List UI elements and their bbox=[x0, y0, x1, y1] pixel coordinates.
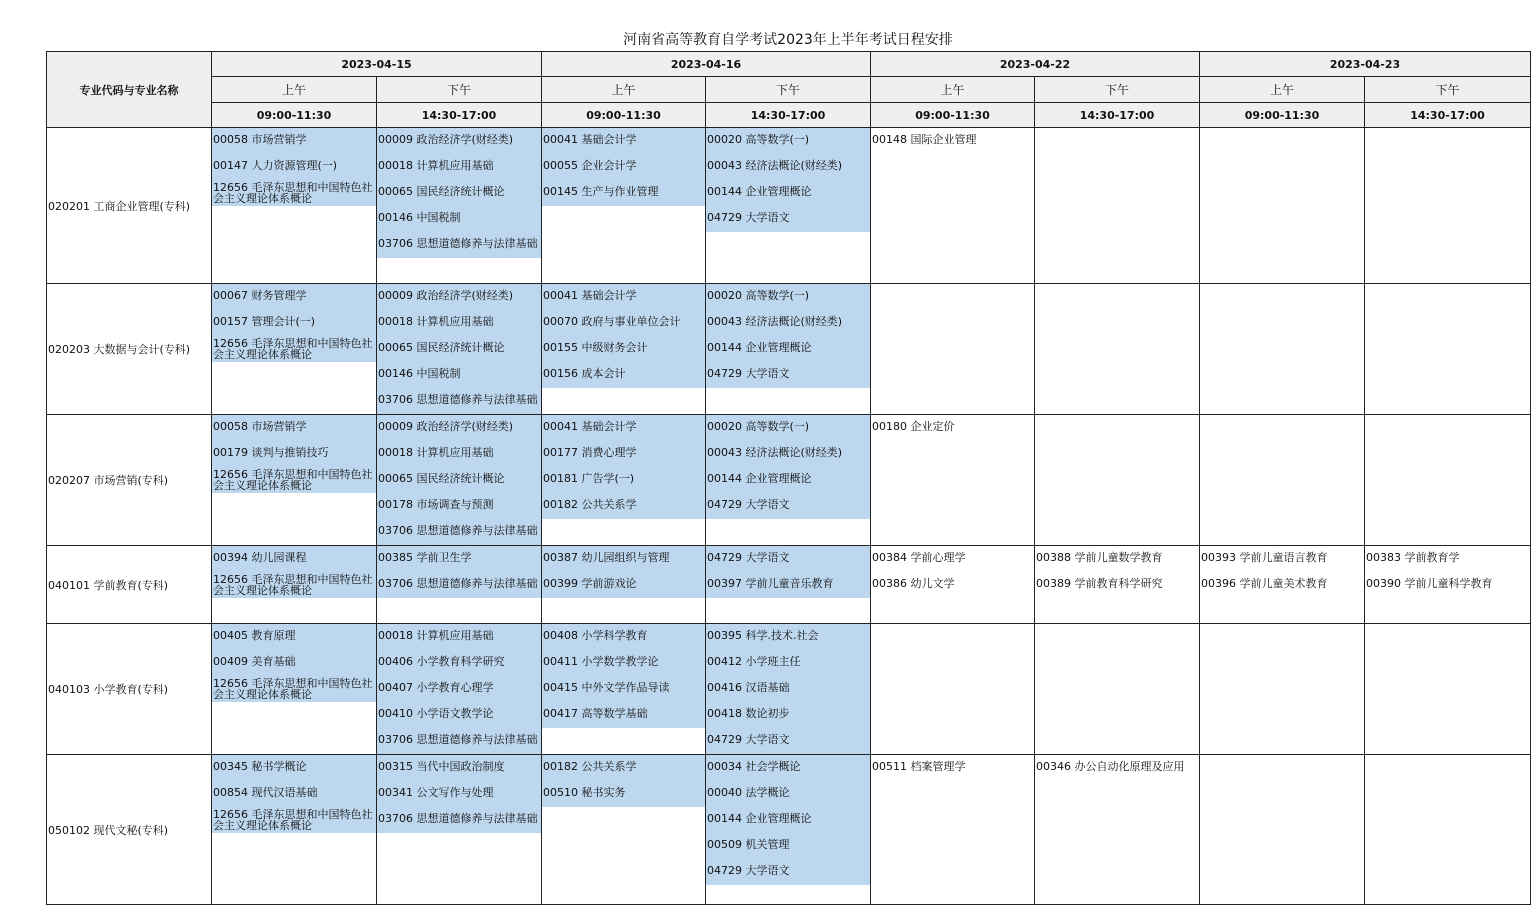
schedule-table bbox=[46, 51, 1531, 905]
course-item: 00065 国民经济统计概论 bbox=[377, 180, 541, 206]
course-item: 00180 企业定价 bbox=[872, 420, 955, 433]
schedule-cell bbox=[871, 755, 1035, 905]
course-item: 00406 小学教育科学研究 bbox=[377, 650, 541, 676]
major-name: 050102 现代文秘(专科) bbox=[47, 755, 212, 905]
major-name: 020203 大数据与会计(专科) bbox=[47, 284, 212, 415]
course-item: 00043 经济法概论(财经类) bbox=[706, 154, 870, 180]
course-item: 12656 毛泽东思想和中国特色社会主义理论体系概论 bbox=[212, 336, 376, 362]
course-item: 00146 中国税制 bbox=[377, 362, 541, 388]
course-item: 03706 思想道德修养与法律基础 bbox=[377, 519, 541, 545]
course-item: 04729 大学语文 bbox=[706, 362, 870, 388]
course-item: 00412 小学班主任 bbox=[706, 650, 870, 676]
course-item: 00384 学前心理学 bbox=[872, 551, 966, 564]
course-item: 00385 学前卫生学 bbox=[377, 546, 541, 572]
course-item: 00156 成本会计 bbox=[542, 362, 705, 388]
schedule-cell bbox=[377, 128, 542, 284]
schedule-cell bbox=[1365, 284, 1531, 415]
session-header: 下午 bbox=[1365, 77, 1531, 103]
course-item: 00388 学前儿童数学教育 bbox=[1036, 551, 1163, 564]
schedule-cell bbox=[542, 755, 706, 905]
schedule-cell bbox=[542, 128, 706, 284]
schedule-cell bbox=[212, 128, 377, 284]
schedule-cell bbox=[542, 624, 706, 755]
course-item: 00389 学前教育科学研究 bbox=[1036, 577, 1163, 590]
course-item: 00341 公文写作与处理 bbox=[377, 781, 541, 807]
schedule-cell bbox=[706, 128, 871, 284]
schedule-cell bbox=[1035, 546, 1200, 624]
schedule-cell bbox=[212, 546, 377, 624]
course-item: 03706 思想道德修养与法律基础 bbox=[377, 572, 541, 598]
schedule-cell bbox=[1035, 755, 1200, 905]
course-item: 00181 广告学(一) bbox=[542, 467, 705, 493]
course-item: 00041 基础会计学 bbox=[542, 415, 705, 441]
course-item: 00179 谈判与推销技巧 bbox=[212, 441, 376, 467]
course-item: 00397 学前儿童音乐教育 bbox=[706, 572, 870, 598]
course-item: 04729 大学语文 bbox=[706, 546, 870, 572]
course-item: 00395 科学.技术.社会 bbox=[706, 624, 870, 650]
course-item: 00408 小学科学教育 bbox=[542, 624, 705, 650]
course-item: 00399 学前游戏论 bbox=[542, 572, 705, 598]
course-item: 00145 生产与作业管理 bbox=[542, 180, 705, 206]
table-row bbox=[47, 284, 1531, 415]
course-item: 03706 思想道德修养与法律基础 bbox=[377, 388, 541, 414]
course-item: 00177 消费心理学 bbox=[542, 441, 705, 467]
course-item: 00410 小学语文教学论 bbox=[377, 702, 541, 728]
schedule-cell bbox=[1200, 415, 1365, 546]
schedule-cell bbox=[542, 415, 706, 546]
course-item: 00020 高等数学(一) bbox=[706, 284, 870, 310]
schedule-cell bbox=[542, 546, 706, 624]
course-item: 00146 中国税制 bbox=[377, 206, 541, 232]
course-item: 00157 管理会计(一) bbox=[212, 310, 376, 336]
course-item: 12656 毛泽东思想和中国特色社会主义理论体系概论 bbox=[212, 676, 376, 702]
course-item: 00315 当代中国政治制度 bbox=[377, 755, 541, 781]
course-item: 00393 学前儿童语言教育 bbox=[1201, 551, 1328, 564]
course-item: 00416 汉语基础 bbox=[706, 676, 870, 702]
course-item: 00067 财务管理学 bbox=[212, 284, 376, 310]
time-header: 14:30-17:00 bbox=[706, 103, 871, 128]
session-header: 下午 bbox=[1035, 77, 1200, 103]
schedule-cell bbox=[377, 624, 542, 755]
course-item: 00009 政治经济学(财经类) bbox=[377, 284, 541, 310]
course-item: 12656 毛泽东思想和中国特色社会主义理论体系概论 bbox=[212, 467, 376, 493]
course-item: 00417 高等数学基础 bbox=[542, 702, 705, 728]
time-header: 14:30-17:00 bbox=[1365, 103, 1531, 128]
schedule-cell bbox=[1200, 755, 1365, 905]
course-item: 00018 计算机应用基础 bbox=[377, 154, 541, 180]
course-item: 00407 小学教育心理学 bbox=[377, 676, 541, 702]
course-item: 00396 学前儿童美术教育 bbox=[1201, 577, 1328, 590]
course-item: 00058 市场营销学 bbox=[212, 128, 376, 154]
session-header: 上午 bbox=[542, 77, 706, 103]
session-header: 上午 bbox=[871, 77, 1035, 103]
schedule-cell bbox=[377, 755, 542, 905]
course-item: 00018 计算机应用基础 bbox=[377, 624, 541, 650]
schedule-cell bbox=[706, 415, 871, 546]
schedule-cell bbox=[377, 284, 542, 415]
course-item: 00415 中外文学作品导读 bbox=[542, 676, 705, 702]
page-title: 河南省高等教育自学考试2023年上半年考试日程安排 bbox=[623, 32, 953, 48]
schedule-cell bbox=[706, 755, 871, 905]
table-row bbox=[47, 624, 1531, 755]
schedule-cell bbox=[871, 415, 1035, 546]
course-item: 00409 美育基础 bbox=[212, 650, 376, 676]
course-item: 00144 企业管理概论 bbox=[706, 467, 870, 493]
course-item: 12656 毛泽东思想和中国特色社会主义理论体系概论 bbox=[212, 180, 376, 206]
course-item: 00383 学前教育学 bbox=[1366, 551, 1460, 564]
schedule-cell bbox=[377, 546, 542, 624]
table-row bbox=[47, 546, 1531, 624]
schedule-cell bbox=[377, 415, 542, 546]
course-item: 00386 幼儿文学 bbox=[872, 577, 955, 590]
course-item: 00043 经济法概论(财经类) bbox=[706, 310, 870, 336]
schedule-cell bbox=[212, 624, 377, 755]
table-header bbox=[47, 52, 1531, 128]
course-item: 00020 高等数学(一) bbox=[706, 415, 870, 441]
date-header: 2023-04-15 bbox=[212, 52, 542, 77]
course-item: 00041 基础会计学 bbox=[542, 128, 705, 154]
course-item: 00390 学前儿童科学教育 bbox=[1366, 577, 1493, 590]
course-item: 00144 企业管理概论 bbox=[706, 180, 870, 206]
date-header: 2023-04-23 bbox=[1200, 52, 1531, 77]
course-item: 12656 毛泽东思想和中国特色社会主义理论体系概论 bbox=[212, 807, 376, 833]
schedule-cell bbox=[1200, 128, 1365, 284]
course-item: 00148 国际企业管理 bbox=[872, 133, 977, 146]
time-header: 14:30-17:00 bbox=[1035, 103, 1200, 128]
course-item: 03706 思想道德修养与法律基础 bbox=[377, 728, 541, 754]
schedule-cell bbox=[1365, 415, 1531, 546]
course-item: 00144 企业管理概论 bbox=[706, 336, 870, 362]
schedule-cell bbox=[212, 415, 377, 546]
course-item: 00034 社会学概论 bbox=[706, 755, 870, 781]
major-name: 040101 学前教育(专科) bbox=[47, 546, 212, 624]
course-item: 00009 政治经济学(财经类) bbox=[377, 415, 541, 441]
course-item: 00178 市场调查与预测 bbox=[377, 493, 541, 519]
table-row bbox=[47, 128, 1531, 284]
session-header: 上午 bbox=[1200, 77, 1365, 103]
course-item: 00018 计算机应用基础 bbox=[377, 310, 541, 336]
major-name: 020201 工商企业管理(专科) bbox=[47, 128, 212, 284]
schedule-cell bbox=[212, 755, 377, 905]
schedule-cell bbox=[1365, 128, 1531, 284]
course-item: 00405 教育原理 bbox=[212, 624, 376, 650]
course-item: 00009 政治经济学(财经类) bbox=[377, 128, 541, 154]
table-row bbox=[47, 415, 1531, 546]
course-item: 00182 公共关系学 bbox=[542, 493, 705, 519]
course-item: 00510 秘书实务 bbox=[542, 781, 705, 807]
course-item: 00065 国民经济统计概论 bbox=[377, 467, 541, 493]
course-item: 04729 大学语文 bbox=[706, 206, 870, 232]
course-item: 00854 现代汉语基础 bbox=[212, 781, 376, 807]
schedule-cell bbox=[706, 546, 871, 624]
course-item: 00387 幼儿园组织与管理 bbox=[542, 546, 705, 572]
schedule-cell bbox=[706, 624, 871, 755]
course-item: 00144 企业管理概论 bbox=[706, 807, 870, 833]
schedule-cell bbox=[1035, 128, 1200, 284]
schedule-cell bbox=[1035, 415, 1200, 546]
schedule-cell bbox=[1365, 755, 1531, 905]
course-item: 00065 国民经济统计概论 bbox=[377, 336, 541, 362]
table-row bbox=[47, 755, 1531, 905]
course-item: 00182 公共关系学 bbox=[542, 755, 705, 781]
course-item: 00041 基础会计学 bbox=[542, 284, 705, 310]
schedule-cell bbox=[706, 284, 871, 415]
schedule-cell bbox=[1035, 284, 1200, 415]
schedule-cell bbox=[871, 624, 1035, 755]
schedule-cell bbox=[212, 284, 377, 415]
schedule-cell bbox=[871, 546, 1035, 624]
date-header: 2023-04-16 bbox=[542, 52, 871, 77]
table-body bbox=[47, 128, 1531, 905]
course-item: 00411 小学数学教学论 bbox=[542, 650, 705, 676]
schedule-cell bbox=[1365, 624, 1531, 755]
course-item: 00055 企业会计学 bbox=[542, 154, 705, 180]
course-item: 00345 秘书学概论 bbox=[212, 755, 376, 781]
course-item: 00018 计算机应用基础 bbox=[377, 441, 541, 467]
course-item: 00511 档案管理学 bbox=[872, 760, 966, 773]
course-item: 03706 思想道德修养与法律基础 bbox=[377, 232, 541, 258]
time-header: 09:00-11:30 bbox=[871, 103, 1035, 128]
course-item: 00155 中级财务会计 bbox=[542, 336, 705, 362]
time-header: 09:00-11:30 bbox=[212, 103, 377, 128]
major-name: 020207 市场营销(专科) bbox=[47, 415, 212, 546]
course-item: 03706 思想道德修养与法律基础 bbox=[377, 807, 541, 833]
course-item: 12656 毛泽东思想和中国特色社会主义理论体系概论 bbox=[212, 572, 376, 598]
course-item: 00040 法学概论 bbox=[706, 781, 870, 807]
course-item: 00070 政府与事业单位会计 bbox=[542, 310, 705, 336]
course-item: 00418 数论初步 bbox=[706, 702, 870, 728]
schedule-cell bbox=[1200, 624, 1365, 755]
date-header: 2023-04-22 bbox=[871, 52, 1200, 77]
course-item: 00346 办公自动化原理及应用 bbox=[1036, 760, 1185, 773]
schedule-cell bbox=[1200, 546, 1365, 624]
course-item: 00020 高等数学(一) bbox=[706, 128, 870, 154]
course-item: 00509 机关管理 bbox=[706, 833, 870, 859]
time-header: 09:00-11:30 bbox=[1200, 103, 1365, 128]
course-item: 04729 大学语文 bbox=[706, 728, 870, 754]
course-item: 04729 大学语文 bbox=[706, 859, 870, 885]
course-item: 00058 市场营销学 bbox=[212, 415, 376, 441]
course-item: 04729 大学语文 bbox=[706, 493, 870, 519]
schedule-cell bbox=[1200, 284, 1365, 415]
session-header: 下午 bbox=[377, 77, 542, 103]
schedule-cell bbox=[542, 284, 706, 415]
schedule-cell bbox=[871, 128, 1035, 284]
course-item: 00394 幼儿园课程 bbox=[212, 546, 376, 572]
time-header: 14:30-17:00 bbox=[377, 103, 542, 128]
session-header: 上午 bbox=[212, 77, 377, 103]
schedule-cell bbox=[1365, 546, 1531, 624]
course-item: 00043 经济法概论(财经类) bbox=[706, 441, 870, 467]
time-header: 09:00-11:30 bbox=[542, 103, 706, 128]
course-item: 00147 人力资源管理(一) bbox=[212, 154, 376, 180]
schedule-cell bbox=[1035, 624, 1200, 755]
session-header: 下午 bbox=[706, 77, 871, 103]
schedule-cell bbox=[871, 284, 1035, 415]
major-column-header: 专业代码与专业名称 bbox=[47, 52, 212, 128]
major-name: 040103 小学教育(专科) bbox=[47, 624, 212, 755]
